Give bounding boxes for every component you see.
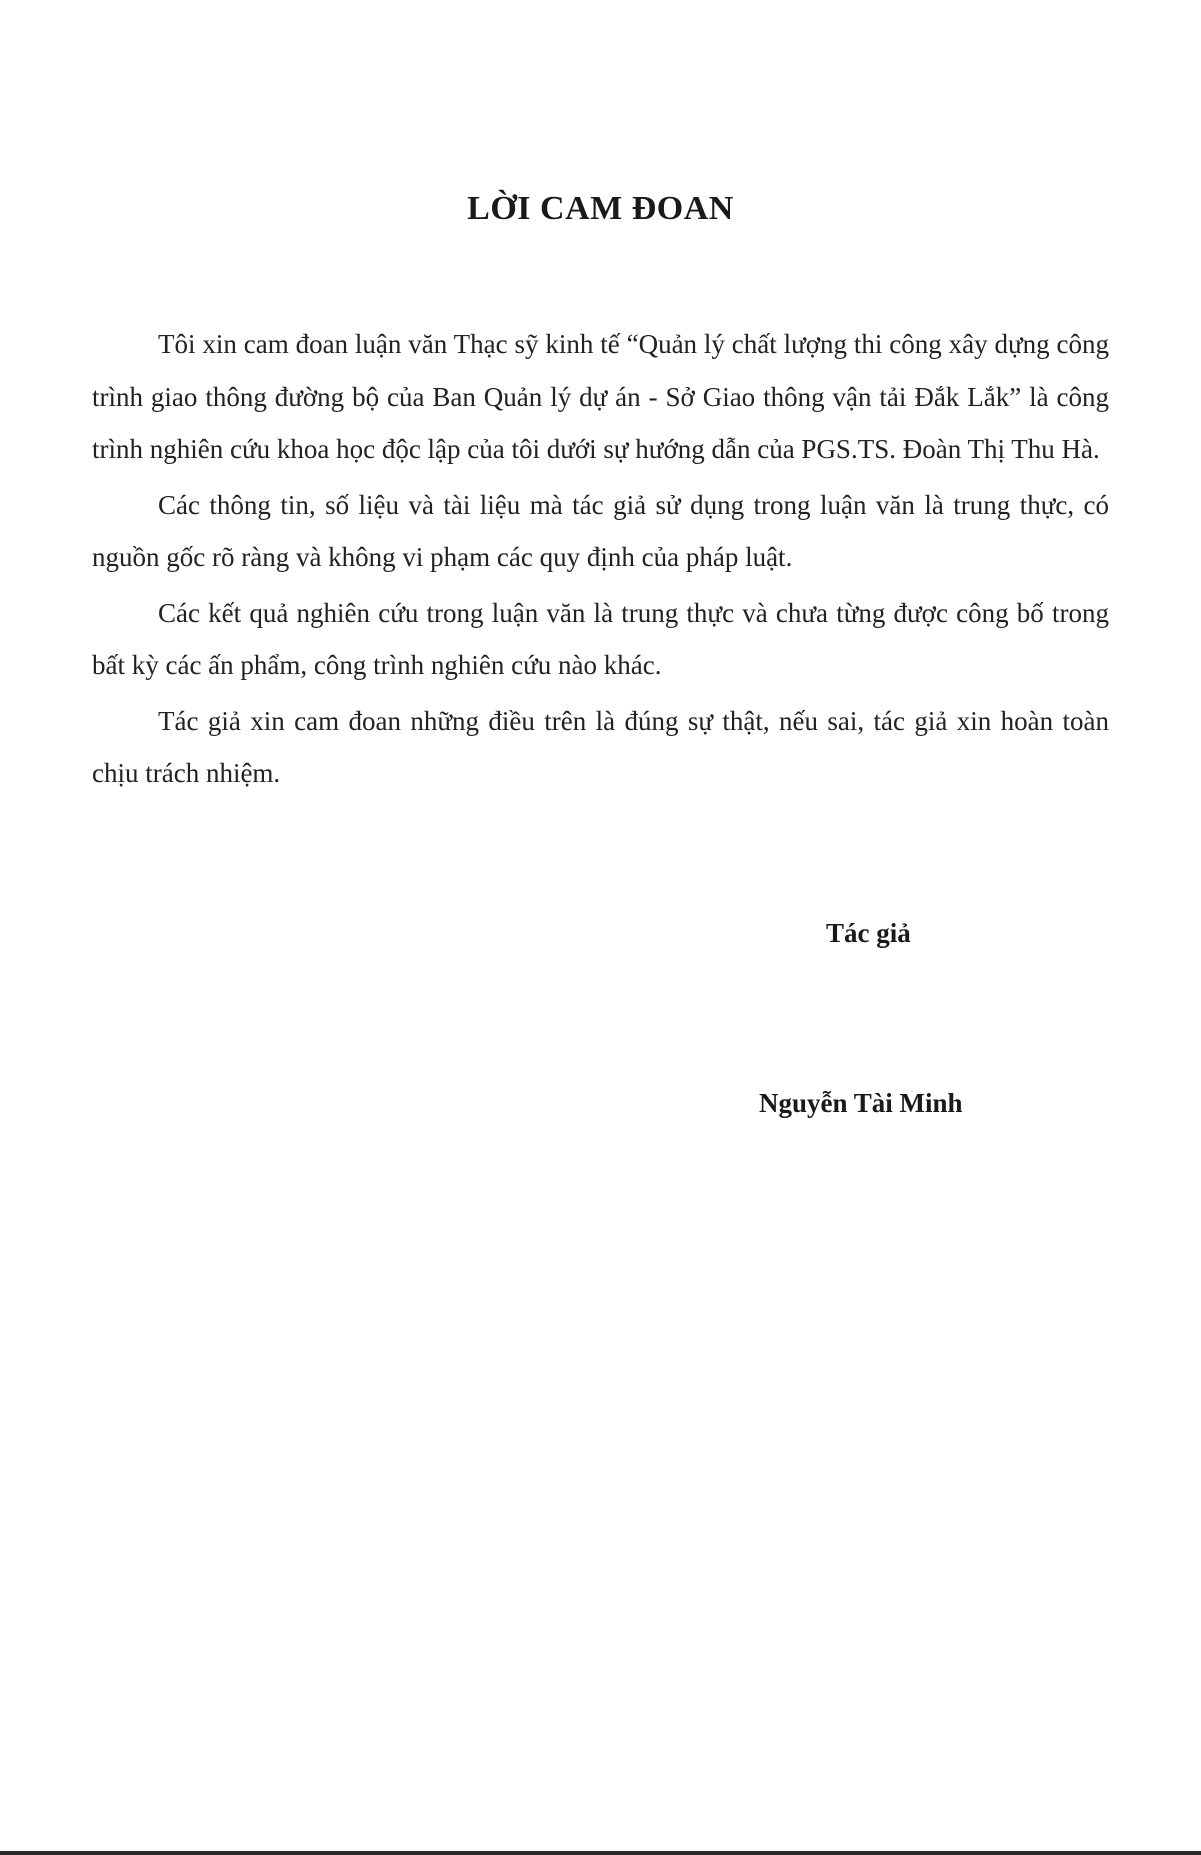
signature-role: Tác giả [826, 918, 911, 948]
page-title: LỜI CAM ĐOAN [467, 190, 734, 227]
page-bottom-border [0, 1851, 1201, 1855]
paragraph-3: Các kết quả nghiên cứu trong luận văn là trung thực và chưa từng được công bố trong bất kỳ các ấn phẩm, công trình nghiên cứu nào khác. [92, 597, 1109, 680]
paragraph-4: Tác giả xin cam đoan những điều trên là đúng sự thật, nếu sai, tác giả xin hoàn toàn chịu trách nhiệm. [92, 705, 1109, 788]
paragraph-1: Tôi xin cam đoan luận văn Thạc sỹ kinh tế “Quản lý chất lượng thi công xây dựng công trình giao thông đường bộ của Ban Quản lý dự án - Sở Giao thông vận tải Đắk Lắk” là công trình nghiên cứu khoa học độc lập của tôi dưới sự hướng dẫn của PGS.TS. Đoàn Thị Thu Hà. [92, 329, 1109, 464]
signature-name: Nguyễn Tài Minh [759, 1088, 963, 1118]
paragraph-2: Các thông tin, số liệu và tài liệu mà tác giả sử dụng trong luận văn là trung thực, có nguồn gốc rõ ràng và không vi phạm các quy định của pháp luật. [92, 489, 1109, 572]
declaration-body [92, 318, 1109, 803]
